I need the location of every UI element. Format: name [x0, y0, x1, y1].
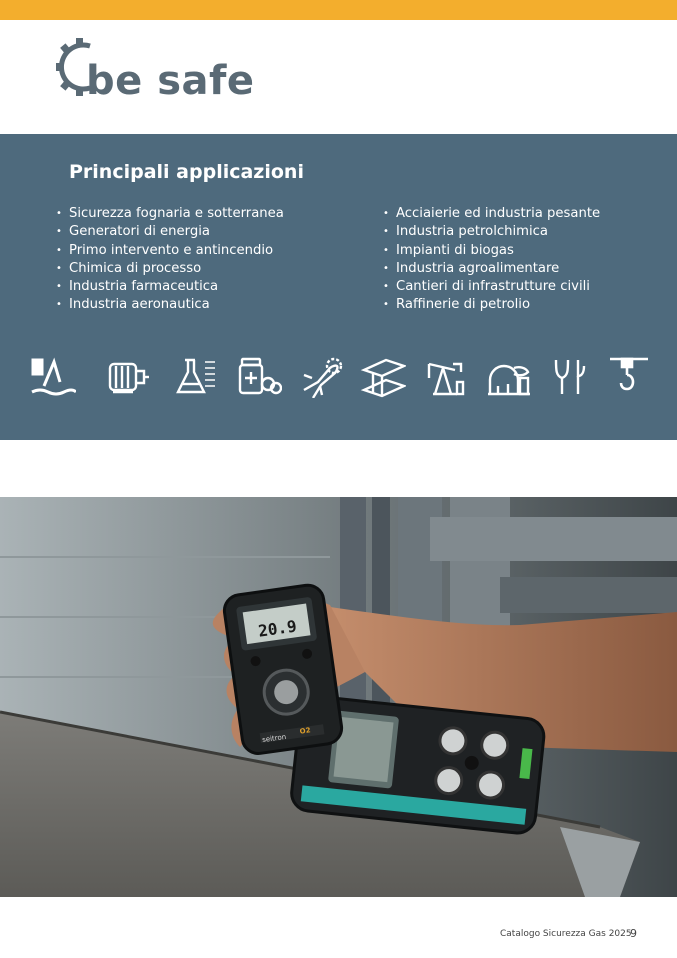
list-item: • Chimica di processo: [56, 260, 284, 278]
chemistry-flask-icon: [173, 356, 219, 398]
list-item: • Generatori di energia: [56, 223, 284, 241]
list-item: • Cantieri di infrastrutture civili: [383, 278, 600, 296]
footer-catalog: Catalogo Sicurezza Gas 2025: [500, 929, 632, 939]
list-item: • Industria agroalimentare: [383, 260, 600, 278]
aircraft-gear-icon: [298, 356, 344, 398]
applications-panel: [0, 134, 677, 440]
device-reading: 20.9: [257, 616, 298, 641]
applications-list-right: [383, 205, 600, 315]
list-item: • Industria petrolchimica: [383, 223, 600, 241]
applications-list-left: [56, 205, 284, 315]
agrifood-icon: [548, 356, 594, 398]
crane-hook-icon: [608, 356, 654, 398]
list-item: • Industria aeronautica: [56, 296, 284, 314]
biogas-plant-icon: [486, 356, 532, 398]
list-item: • Sicurezza fognaria e sotterranea: [56, 205, 284, 223]
product-photo: [0, 497, 677, 897]
sewer-icon: [30, 356, 76, 398]
list-item: • Primo intervento e antincendio: [56, 242, 284, 260]
page-number: 9: [630, 927, 637, 940]
list-item: • Raffinerie di petrolio: [383, 296, 600, 314]
list-item: • Impianti di biogas: [383, 242, 600, 260]
oil-pump-icon: [423, 356, 469, 398]
top-accent-bar: [0, 0, 677, 20]
applications-icons: [30, 356, 660, 398]
generator-icon: [105, 356, 151, 398]
pharma-icon: [236, 356, 282, 398]
list-item: • Acciaierie ed industria pesante: [383, 205, 600, 223]
device-brand-label: seitron: [261, 732, 287, 745]
brand-name: be safe: [86, 58, 255, 104]
device-gas-label: O2: [299, 726, 312, 736]
steel-beam-icon: [360, 356, 406, 398]
applications-title: Principali applicazioni: [69, 161, 304, 183]
list-item: • Industria farmaceutica: [56, 278, 284, 296]
